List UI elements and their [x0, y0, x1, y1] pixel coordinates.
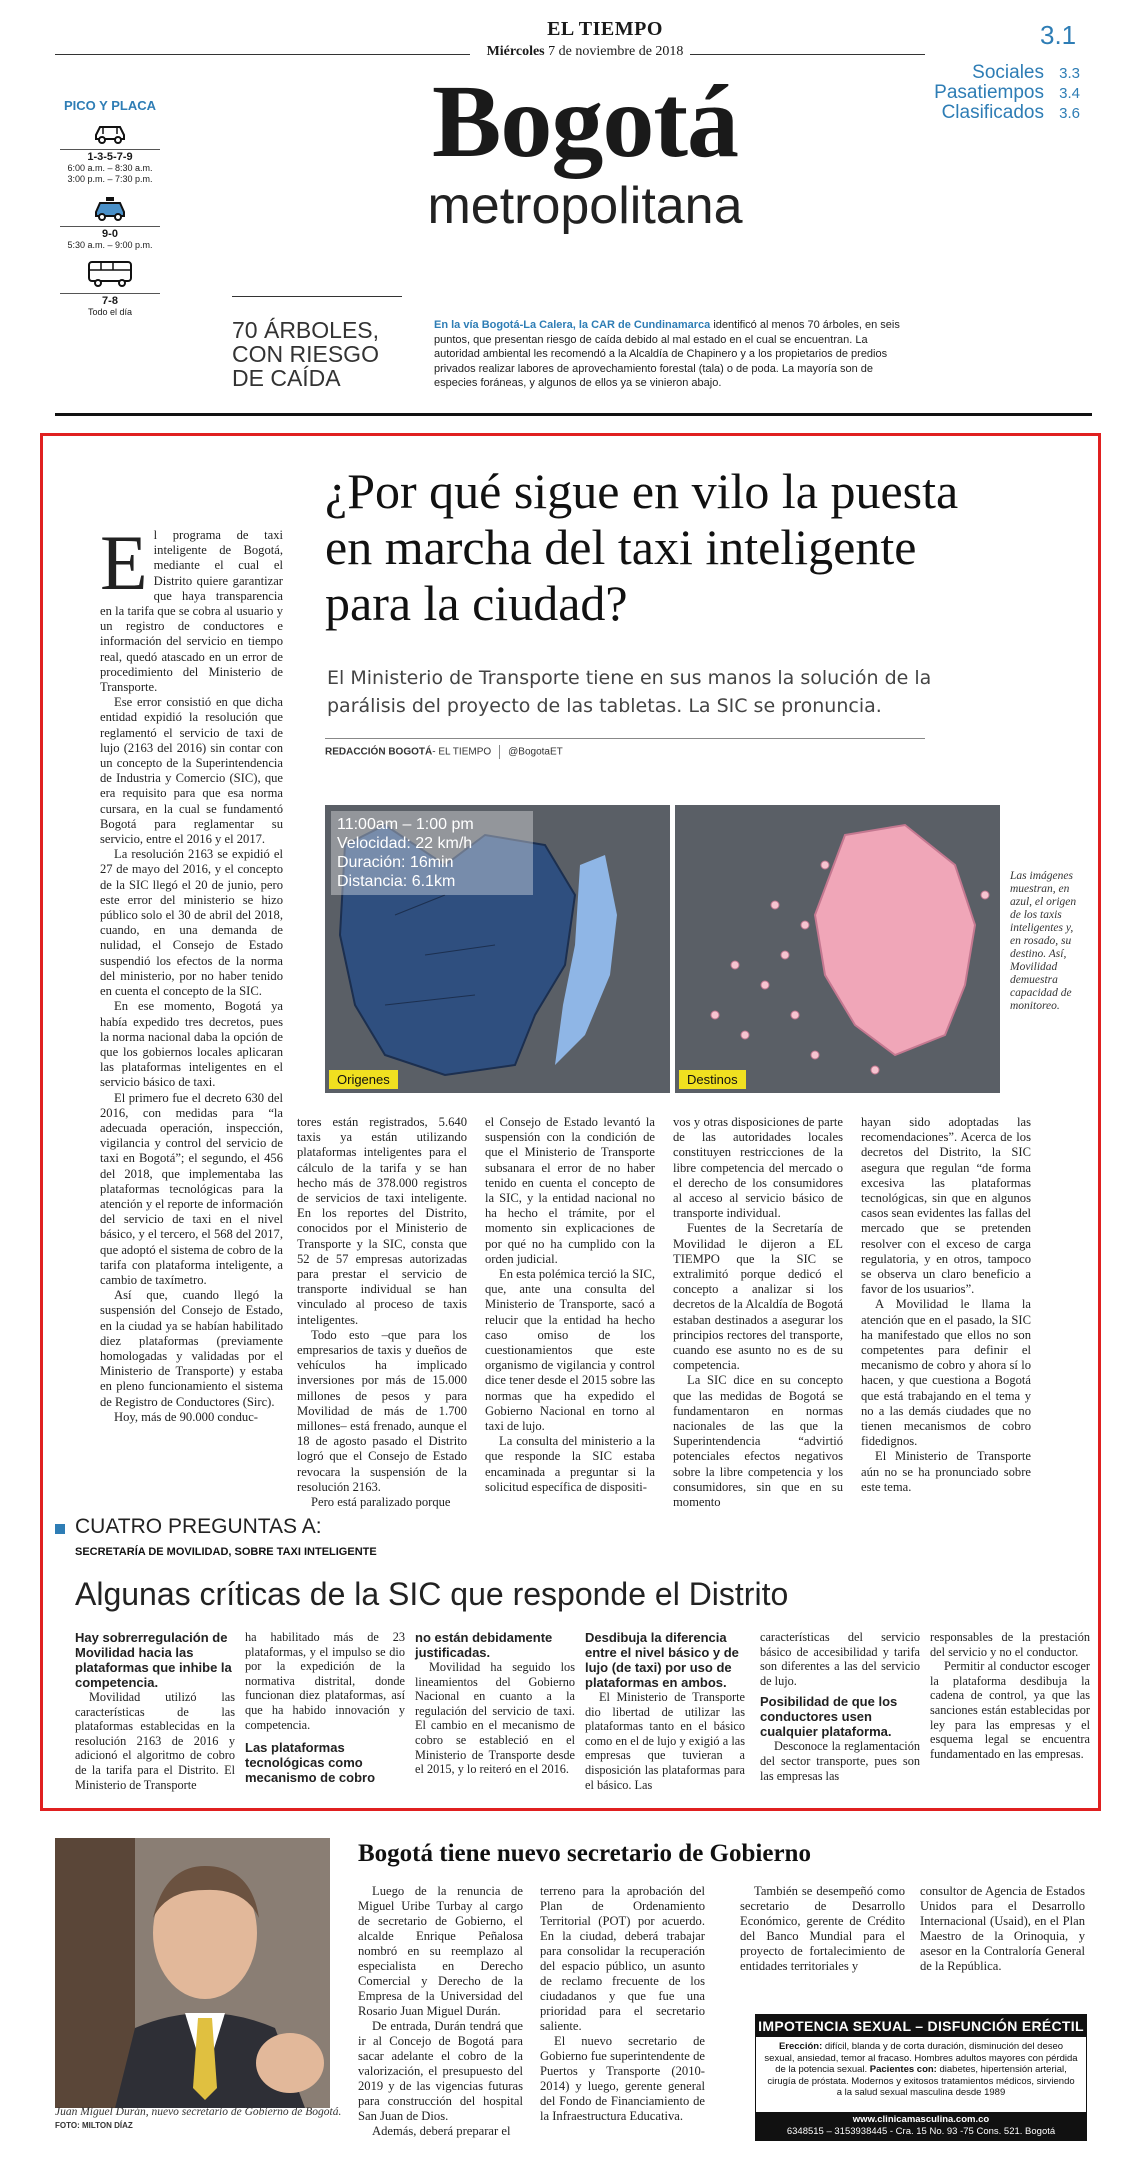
page-number: 3.1 — [1040, 20, 1077, 50]
bottom-column-4: consultor de Agencia de Estados Unidos para el Desarrollo Internacional (Usaid), en el Plan Maestro de la Orinoquia, y asesor en la Contraloría General de la República. — [920, 1884, 1085, 1973]
ad-header: IMPOTENCIA SEXUAL – DISFUNCIÓN ERÉCTIL — [756, 2015, 1086, 2037]
teaser-rule — [232, 296, 402, 297]
teaser-lead: En la vía Bogotá-La Calera, la CAR de Cundinamarca — [434, 319, 711, 331]
twitter-handle[interactable]: @BogotaET — [508, 746, 563, 758]
newspaper-name: EL TIEMPO — [547, 18, 663, 40]
drop-cap: E — [100, 519, 148, 606]
car-icon — [90, 120, 130, 144]
destinations-map-graphic — [675, 805, 1000, 1093]
date-day: Miércoles — [486, 44, 545, 59]
teaser-body — [434, 318, 904, 391]
article-column-1: El programa de taxi inteligente de Bogotá, mediante el cual el Distrito quiere garantizar que haya transparencia en la tarifa que se cobra al usuario y un registro de conductores e información del servicio en tiempo real, quedó atascado en un error de procedimiento del Ministerio de Transporte. Ese error consistió en que dicha entidad expidió la resolución que reglamentó el servicio de taxi de lujo (2163 del 2016) sin contar con un concepto de la Superintendencia de Industria y Comercio (SIC), que era requisito para que esa norma cursara, en la cual se fundamentó Bogotá para reglamentar su servicio, entre el 2016 y el 2017. La resolución 2163 se expidió el 27 de mayo del 2016, y el concepto de la SIC llegó el 20 de junio, pero este error del ministerio se hizo público solo el 30 de abril del 2018, cuando, en una demanda de nulidad, el Consejo de Estado suspendió los efectos de la norma del ministerio, por no haber tenido en cuenta el concepto de la SIC. En ese momento, Bogotá ya había expedido tres decretos, pues la norma nacional daba la opción de que los gobiernos locales aplicaran las plataformas inteligentes en el servicio básico de taxi. El primero fue el decreto 630 del 2016, con medidas para “la adecuada operación, inspección, vigilancia y control del servicio de taxi en Bogotá”; el segundo, el 456 del 2018, que implementaba las plataformas tecnológicas para la atención y el reporte de información del servicio de taxi en el nivel básico, y el tercero, el 568 del 2017, que adoptó el sistema de cobro de la tarifa con plataforma inteligente, a cambio de taxímetro. Así que, cuando llegó la suspensión del Consejo de Estado, en la ciudad ya se habían habilitado diez plataformas (previamente homologadas y validadas por el Ministerio de Transporte) y estaba en pleno funcionamiento el sistema de Registro de Conductores (Sirc). Hoy, más de 90.000 conduc- — [100, 519, 283, 1424]
section-marker — [55, 1524, 65, 1534]
pico-y-placa-taxis: 9-0 5:30 a.m. – 9:00 p.m. — [55, 195, 165, 251]
byline-rule — [325, 738, 925, 739]
article-headline: ¿Por qué sigue en vilo la puesta en marcha del taxi inteligente para la ciudad? — [325, 463, 959, 631]
photo-caption: Juan Miguel Durán, nuevo secretario de Gobierno de Bogotá. FOTO: MILTON DÍAZ — [55, 2106, 342, 2130]
advertisement[interactable] — [755, 2014, 1087, 2141]
map-tag-destinos: Destinos — [679, 1070, 746, 1089]
pico-y-placa-buses: 7-8 Todo el día — [55, 258, 165, 318]
question-column-1: Hay sobrerregulación de Movilidad hacia las plataformas que inhibe la competencia. Movilidad utilizó las características de las plataformas establecidas en la resolución 2163 de 2016 y adicionó el algoritmo de cobro de la tarifa para el Distrito. El Ministerio de Transporte — [75, 1630, 235, 1792]
article-column-3: el Consejo de Estado levantó la suspensión con la condición de que el Ministerio de Transporte subsanara el error de no haber tenido en cuenta el concepto de la SIC, y la entidad nacional no ha hecho el trámite, por el momento sin explicaciones de por qué no ha cumplido con la orden judicial. En esta polémica terció la SIC, que, ante una consulta del Ministerio de Transporte, sacó a relucir que la entidad ha hecho caso omiso de los cuestionamientos que este organismo de vigilancia y control dice tener desde el 2015 sobre las normas que ha expedido el Gobierno Nacional en torno al taxi de lujo. La consulta del ministerio a la que responde la SIC estaba encaminada a preguntar si la solicitud específica de dispositi- — [485, 1115, 655, 1494]
four-questions-title: CUATRO PREGUNTAS A: — [75, 1515, 322, 1538]
section-link-pasatiempos[interactable]: Pasatiempos 3.4 — [934, 82, 1080, 103]
teaser-text: identificó al menos 70 árboles, en seis puntos, que presentan riesgo de caída debido al mal estado en el cual se encuentran. La autoridad ambiental les recomendó a la Alcaldía de Chapinero y a los propietarios de predios privados realizar labores de aprovechamiento forestal (tala) o de poda. La mayoría son de especies foráneas, y algunos de ellos ya se vinieron abajo. — [434, 319, 900, 389]
map-destinations — [675, 805, 1000, 1093]
bottom-story-headline: Bogotá tiene nuevo secretario de Gobierno — [358, 1840, 811, 1867]
article-deck: El Ministerio de Transporte tiene en sus manos la solución de la parálisis del proyecto de las tabletas. La SIC se pronuncia. — [327, 667, 932, 717]
map-origins — [325, 805, 670, 1093]
section-link-sociales[interactable]: Sociales 3.3 — [972, 62, 1080, 83]
map-tag-origenes: Origenes — [329, 1070, 398, 1089]
four-questions-subtitle: SECRETARÍA DE MOVILIDAD, SOBRE TAXI INTELIGENTE — [75, 1546, 377, 1558]
ad-footer — [756, 2112, 1086, 2140]
question-column-5: características del servicio básico de accesibilidad y tarifa son diferentes a las del servicio de lujo. Posibilidad de que los conductores usen cualquier plataforma. Desconoce la reglamentación del sector transporte, pues son las empresas las — [760, 1630, 920, 1783]
question-column-6: responsables de la prestación del servicio y no el conductor. Permitir al conductor escoger la plataforma desdibuja la cadena de control, ya que las sanciones están establecidas por ley para las empresas y el esquema legal se encuentra fundamentado en las empresas. — [930, 1630, 1090, 1761]
section-divider — [55, 413, 1092, 416]
question-column-4: Desdibuja la diferencia entre el nivel básico y de lujo (de taxi) por uso de plataformas en ambos. El Ministerio de Transporte dio libertad de utilizar las plataformas tanto en el básico como en el de lujo y exigió a las empresas que tuvieran a disposición las plataformas para el básico. Las — [585, 1630, 745, 1792]
pico-y-placa-cars: 1-3-5-7-9 6:00 a.m. – 8:30 a.m. 3:00 p.m. – 7:30 p.m. — [55, 120, 165, 185]
question-column-3: no están debidamente justificadas. Movilidad ha seguido los lineamientos del Gobierno Nacional en cuanto a la regulación del servicio de taxi. El cambio en el mecanismo de cobro se estableció en el Ministerio de Transporte desde el 2015, y lo reiteró en el 2016. — [415, 1630, 575, 1777]
section-title: Bogotá — [432, 64, 738, 179]
bottom-column-1: Luego de la renuncia de Miguel Uribe Turbay al cargo de secretario de Gobierno, el alcalde Enrique Peñalosa nombró en su reemplazo al especialista en Derecho Comercial y Derecho de la Empresa de la Universidad del Rosario Juan Miguel Durán. De entrada, Durán tendrá que ir al Concejo de Bogotá para sacar adelante el cobro de la valorización, el presupuesto del 2019 y de las vigencias futuras para construcción del hospital San Juan de Dios. Además, deberá preparar el — [358, 1884, 523, 2138]
map-caption: Las imágenes muestran, en azul, el origen de los taxis inteligentes y, en rosado, su destino. Así, Movilidad demuestra capacidad de monitoreo. — [1010, 870, 1077, 1012]
masthead-rule-left — [55, 54, 470, 55]
ad-url[interactable]: www.clinicamasculina.com.co — [852, 2114, 990, 2125]
portrait-photo — [55, 1838, 330, 2108]
section-link-clasificados[interactable]: Clasificados 3.6 — [941, 102, 1080, 123]
portrait-illustration — [55, 1838, 330, 2108]
date-rest: 7 de noviembre de 2018 — [544, 44, 684, 59]
question-column-2: ha habilitado más de 23 plataformas, y el impulso se dio por la expedición de la normativa distrital, donde funcionan diez plataformas, así que ha habido innovación y competencia. Las plataformas tecnológicas como mecanismo de cobro — [245, 1630, 405, 1786]
article-column-4: vos y otras disposiciones de parte de las autoridades locales constituyen restricciones de la libre competencia del mercado o el derecho de los consumidores al acceso al servicio básico de transporte individual. Fuentes de la Secretaría de Movilidad le dijeron a EL TIEMPO que la SIC se extralimitó porque dedicó el concepto a analizar si los decretos de la Alcaldía de Bogotá estaban destinados a asegurar los principios rectores del transporte, cuando ese asunto no es de su competencia. La SIC dice en su concepto que las medidas de Bogotá se fundamentaron en normas nacionales de las que la Superintendencia “advirtió potenciales efectos negativos sobre la libre competencia y los consumidores, sin que en su momento — [673, 1115, 843, 1510]
teaser-headline: 70 ÁRBOLES, CON RIESGO DE CAÍDA — [232, 317, 380, 391]
ad-text: Erección: difícil, blanda y de corta duración, disminución del deseo sexual, ansiedad, temor al fracaso. Hombres adultos mayores con pérdida de la potencia sexual. Pacientes con: diabetes, hipertensión arterial, cirugía de próstata. Modernos y exitosos tratamientos médicos, sirviendo a la salud sexual masculina desde 1989 — [764, 2041, 1078, 2098]
trip-info-panel: 11:00am – 1:00 pm Velocidad: 22 km/h Duración: 16min Distancia: 6.1km — [331, 811, 533, 895]
byline: REDACCIÓN BOGOTÁ- EL TIEMPO @BogotaET — [325, 746, 563, 758]
bottom-column-2: terreno para la aprobación del Plan de Ordenamiento Territorial (POT) por acuerdo. En la ciudad, deberá trabajar para consolidar la recuperación del espacio público, un asunto de reclamo frecuente de los ciudadanos y que fue una prioridad para el secretario saliente. El nuevo secretario de Gobierno fue superintendente de Puertos y Transporte (2010-2014) y luego, gerente general del Fondo de Financiamiento de la Infraestructura Educativa. — [540, 1884, 705, 2123]
ad-contact: 6348515 – 3153938445 - Cra. 15 No. 93 -75 Cons. 521. Bogotá — [786, 2126, 1056, 2137]
pico-y-placa-title: PICO Y PLACA — [64, 98, 156, 113]
photo-credit: FOTO: MILTON DÍAZ — [55, 2121, 133, 2130]
bus-icon — [85, 258, 135, 288]
section-links — [890, 62, 1080, 122]
taxi-icon — [90, 195, 130, 221]
publication-date — [470, 44, 700, 60]
bottom-column-3: También se desempeñó como secretario de Desarrollo Económico, gerente de Crédito del Banco Mundial para el proyecto de fortalecimiento de entidades territoriales y — [740, 1884, 905, 1973]
section-subtitle: metropolitana — [427, 177, 743, 235]
masthead-rule-right — [690, 54, 925, 55]
article-column-2: tores están registrados, 5.640 taxis ya están utilizando plataformas inteligentes para el cálculo de la tarifa y se han hecho más de 378.000 registros de servicios de taxi inteligente. En los reportes del Distrito, conocidos por el Ministerio de Transporte y la SIC, consta que 52 de 57 empresas autorizadas para prestar el servicio de transporte individual se han vinculado al proceso de taxis inteligentes. Todo esto –que para los empresarios de taxis y dueños de vehículos ha implicado inversiones por más de 15.000 millones de pesos y para Movilidad de más de 1.700 millones– está frenado, aunque el 18 de agosto pasado el Distrito logró que el Consejo de Estado revocara la suspensión de la resolución 2163. Pero está paralizado porque — [297, 1115, 467, 1510]
four-questions-headline: Algunas críticas de la SIC que responde el Distrito — [75, 1576, 789, 1612]
article-column-5: hayan sido adoptadas las recomendaciones”. Acerca de los decretos del Distrito, la SIC asegura que regulan “de forma excesiva las plataformas tecnológicas, sin que en algunos casos sean evidentes las fallas del mercado que se pretenden resolver con el exceso de carga regulatoria, y en otros, tampoco se observa un claro beneficio a favor de los usuarios”. A Movilidad le llama la atención que en el pasado, la SIC ha manifestado que ellos no son competentes para definir el mecanismo de cobro y ahora sí lo hacen, y que cuestiona a Bogotá que está trabajando en el tema y no a las demás ciudades que no tienen mecanismos de cobro fidedignos. El Ministerio de Transporte aún no se ha pronunciado sobre este tema. — [861, 1115, 1031, 1494]
